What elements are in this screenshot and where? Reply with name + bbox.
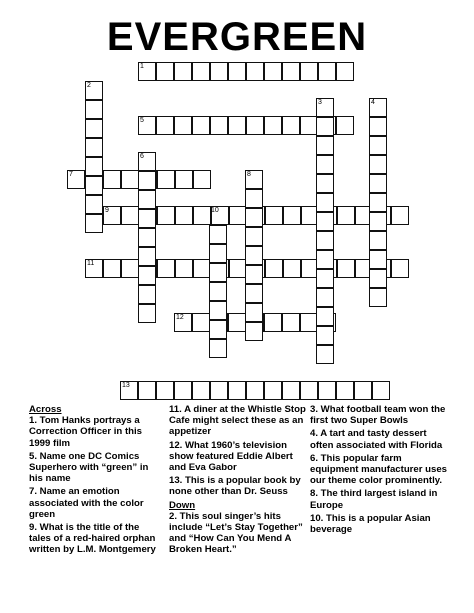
grid-cell[interactable] <box>369 212 387 231</box>
grid-cell[interactable] <box>318 381 336 400</box>
grid-cell[interactable] <box>174 381 192 400</box>
down-heading: Down <box>169 499 196 511</box>
down-clue-4: 4. A tart and tasty dessert often associated with Florida <box>310 428 443 451</box>
grid-cell[interactable] <box>228 62 246 81</box>
grid-cell[interactable] <box>103 170 121 189</box>
grid-cell[interactable] <box>316 250 334 269</box>
grid-cell[interactable] <box>192 381 210 400</box>
grid-cell[interactable] <box>391 259 409 278</box>
grid-cell[interactable] <box>245 227 263 246</box>
grid-cell[interactable] <box>85 138 103 157</box>
grid-cell[interactable] <box>121 259 139 278</box>
grid-cell[interactable] <box>209 225 227 244</box>
grid-cell[interactable] <box>282 62 300 81</box>
grid-cell[interactable] <box>264 381 282 400</box>
grid-cell[interactable] <box>336 381 354 400</box>
down-clue-8: 8. The third largest island in Europe <box>310 488 438 511</box>
clue-column-1 <box>29 404 163 558</box>
grid-cell[interactable] <box>300 62 318 81</box>
grid-cell[interactable] <box>209 263 227 282</box>
grid-cell[interactable] <box>138 247 156 266</box>
grid-cell[interactable] <box>192 116 210 135</box>
grid-cell[interactable] <box>156 116 174 135</box>
clue-number: 6 <box>140 153 144 160</box>
grid-cell[interactable] <box>316 345 334 364</box>
grid-cell[interactable] <box>264 116 282 135</box>
grid-cell[interactable] <box>246 62 264 81</box>
grid-cell[interactable] <box>391 206 409 225</box>
grid-cell[interactable] <box>316 136 334 155</box>
grid-cell[interactable] <box>228 313 246 332</box>
clue-number: 3 <box>318 99 322 106</box>
grid-cell[interactable] <box>336 62 354 81</box>
grid-cell[interactable] <box>282 381 300 400</box>
grid-cell[interactable] <box>210 62 228 81</box>
grid-cell[interactable] <box>156 62 174 81</box>
clue-number: 12 <box>176 314 184 321</box>
grid-cell[interactable] <box>282 116 300 135</box>
grid-cell[interactable] <box>316 231 334 250</box>
clue-list <box>0 404 474 609</box>
grid-cell[interactable] <box>209 301 227 320</box>
clue-number: 4 <box>371 99 375 106</box>
clue-number: 1 <box>140 63 144 70</box>
grid-cell[interactable] <box>369 250 387 269</box>
across-clue-5: 5. Name one DC Comics Superhero with “green” in his name <box>29 450 149 485</box>
clue-number: 11 <box>87 260 95 267</box>
grid-cell[interactable] <box>245 284 263 303</box>
grid-cell[interactable] <box>157 170 175 189</box>
grid-cell[interactable] <box>283 206 301 225</box>
grid-cell[interactable] <box>282 313 300 332</box>
grid-cell[interactable] <box>245 246 263 265</box>
grid-cell[interactable] <box>316 155 334 174</box>
grid-cell[interactable] <box>85 195 103 214</box>
puzzle-title: EVERGREEN <box>106 15 368 59</box>
grid-cell[interactable] <box>121 170 139 189</box>
grid-cell[interactable] <box>138 304 156 323</box>
grid-cell[interactable] <box>369 288 387 307</box>
across-heading: Across <box>29 404 62 415</box>
clue-number: 10 <box>211 207 219 214</box>
grid-cell[interactable] <box>369 231 387 250</box>
grid-cell[interactable] <box>192 313 210 332</box>
grid-cell[interactable] <box>157 259 175 278</box>
grid-cell[interactable] <box>85 176 103 195</box>
clue-column-3 <box>310 404 450 537</box>
grid-cell[interactable] <box>265 206 283 225</box>
grid-cell[interactable] <box>372 381 390 400</box>
grid-cell[interactable] <box>156 381 174 400</box>
grid-cell[interactable] <box>175 206 193 225</box>
grid-cell[interactable] <box>264 313 282 332</box>
across-clue-9: 9. What is the title of the tales of a red-haired orphan written by L.M. Montgemery <box>29 522 156 556</box>
grid-cell[interactable] <box>369 193 387 212</box>
grid-cell[interactable] <box>157 206 175 225</box>
grid-cell[interactable] <box>193 206 211 225</box>
grid-cell[interactable] <box>192 62 210 81</box>
clue-number: 9 <box>105 207 109 214</box>
grid-cell[interactable] <box>316 193 334 212</box>
grid-cell[interactable] <box>369 269 387 288</box>
grid-cell[interactable] <box>209 282 227 301</box>
grid-cell[interactable] <box>316 174 334 193</box>
grid-cell[interactable] <box>354 381 372 400</box>
across-clue-1: 1. Tom Hanks portrays a Correction Officer in this 1999 film <box>29 415 143 449</box>
grid-cell[interactable] <box>245 303 263 322</box>
grid-cell[interactable] <box>245 189 263 208</box>
down-clue-10: 10. This is a popular Asian beverage <box>310 512 431 536</box>
grid-cell[interactable] <box>337 259 355 278</box>
grid-cell[interactable] <box>337 206 355 225</box>
across-clue-13: 13. This is a popular book by none other than Dr. Seuss <box>169 475 301 498</box>
grid-cell[interactable] <box>316 269 334 288</box>
grid-cell[interactable] <box>369 136 387 155</box>
grid-cell[interactable] <box>316 326 334 345</box>
grid-cell[interactable] <box>318 62 336 81</box>
grid-cell[interactable] <box>209 339 227 358</box>
grid-cell[interactable] <box>316 307 334 326</box>
grid-cell[interactable] <box>193 170 211 189</box>
grid-cell[interactable] <box>85 119 103 138</box>
clue-number: 8 <box>247 171 251 178</box>
grid-cell[interactable] <box>138 266 156 285</box>
grid-cell[interactable] <box>300 381 318 400</box>
grid-cell[interactable] <box>175 259 193 278</box>
grid-cell[interactable] <box>283 259 301 278</box>
grid-cell[interactable] <box>138 228 156 247</box>
down-clue-6: 6. This popular farm equipment manufacturer uses our theme color prominently. <box>310 452 448 487</box>
across-clue-7: 7. Name an emotion associated with the color green <box>29 486 144 520</box>
across-clue-11: 11. A diner at the Whistle Stop Cafe might select these as an appetizer <box>169 404 306 438</box>
grid-cell[interactable] <box>316 117 334 136</box>
grid-cell[interactable] <box>228 381 246 400</box>
grid-cell[interactable] <box>174 116 192 135</box>
grid-cell[interactable] <box>228 116 246 135</box>
grid-cell[interactable] <box>85 100 103 119</box>
grid-cell[interactable] <box>246 116 264 135</box>
grid-cell[interactable] <box>264 62 282 81</box>
grid-cell[interactable] <box>175 170 193 189</box>
down-clue-2: 2. This soul singer’s hits include “Let’s Stay Together” and “How Can You Mend A Broken Heart.” <box>169 510 303 556</box>
grid-cell[interactable] <box>103 259 121 278</box>
across-clue-12: 12. What 1960’s television show featured Eddie Albert and Eva Gabor <box>169 439 293 474</box>
clue-number: 2 <box>87 82 91 89</box>
grid-cell[interactable] <box>316 212 334 231</box>
clue-number: 7 <box>69 171 73 178</box>
grid-cell[interactable] <box>369 155 387 174</box>
grid-cell[interactable] <box>245 322 263 341</box>
grid-cell[interactable] <box>121 206 139 225</box>
grid-cell[interactable] <box>138 285 156 304</box>
clue-number: 13 <box>122 382 130 389</box>
grid-cell[interactable] <box>316 288 334 307</box>
grid-cell[interactable] <box>138 209 156 228</box>
clue-number: 5 <box>140 117 144 124</box>
grid-cell[interactable] <box>138 190 156 209</box>
down-clue-3: 3. What football team won the first two Super Bowls <box>310 404 446 427</box>
grid-cell[interactable] <box>369 117 387 136</box>
grid-cell[interactable] <box>210 116 228 135</box>
grid-cell[interactable] <box>210 381 228 400</box>
grid-cell[interactable] <box>85 214 103 233</box>
grid-cell[interactable] <box>138 171 156 190</box>
grid-cell[interactable] <box>209 244 227 263</box>
grid-cell[interactable] <box>85 157 103 176</box>
grid-cell[interactable] <box>369 174 387 193</box>
grid-cell[interactable] <box>265 259 283 278</box>
grid-cell[interactable] <box>246 381 264 400</box>
grid-cell[interactable] <box>209 320 227 339</box>
clue-column-2 <box>169 404 307 558</box>
grid-cell[interactable] <box>245 208 263 227</box>
grid-cell[interactable] <box>245 265 263 284</box>
grid-cell[interactable] <box>138 381 156 400</box>
grid-cell[interactable] <box>174 62 192 81</box>
grid-cell[interactable] <box>336 116 354 135</box>
